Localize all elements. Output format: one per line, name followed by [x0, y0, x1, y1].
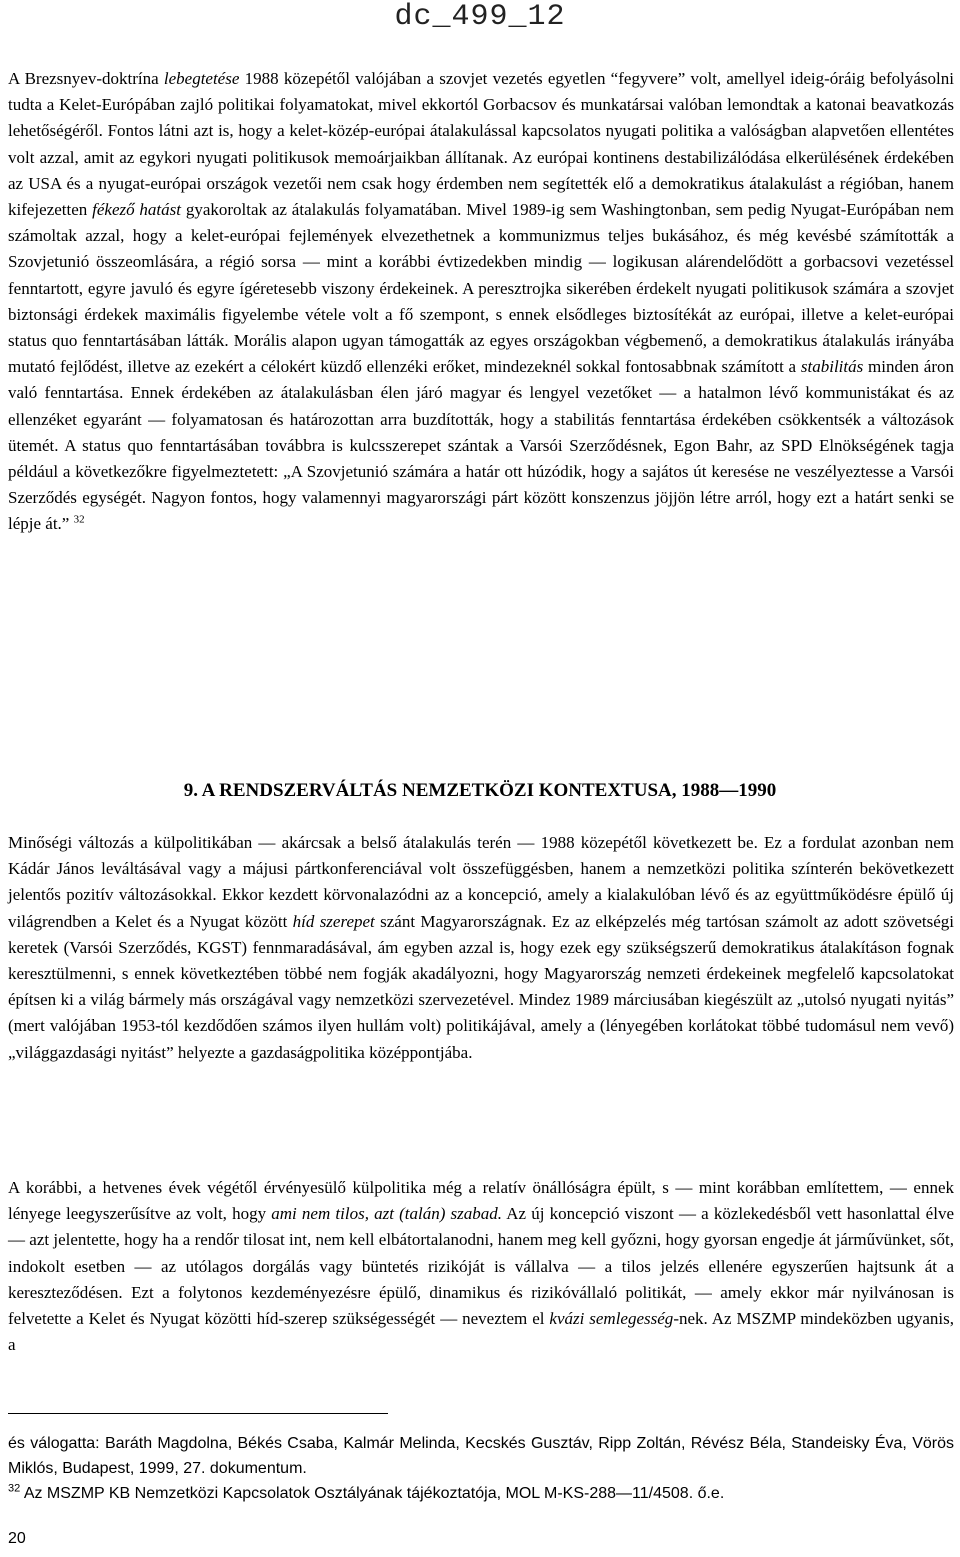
- p3-italic-ami-nem-tilos: ami nem tilos, azt (talán) szabad.: [271, 1204, 503, 1224]
- p1-italic-fekezo-hatast: fékező hatást: [92, 200, 181, 220]
- paragraph-minosegi-valtozas: [8, 830, 954, 1066]
- p1-text-1: A Brezsnyev-doktrína: [8, 69, 164, 88]
- paragraph-brezsnyev: [8, 66, 954, 538]
- page-number: 20: [8, 1530, 26, 1547]
- p2-text-1: Minőségi változás a külpolitikában — akárcsak a belső átalakulás terén — 1988 közepétől következett be. Ez a fordulat azonban nem Kádár János leváltásával vagy a májusi pártkonferenciával volt összefüggésben, hanem a nemzetközi politika színterén bekövetkezett jelentős pozitív változásokkal. Ekkor kezdett körvonalazódni az a koncepció, amely a kialakulóban lévő és az együttműködésre épülő új világrendben a Kelet és a Nyugat között: [8, 833, 954, 931]
- footnote-ref-32[interactable]: 32: [73, 513, 85, 526]
- p3-text-1: A korábbi, a hetvenes évek végétől érvényesülő külpolitika még a relatív önállóságra épült, s — mint korábban említettem, — ennek lényege leegyszerűsítve az volt, hogy: [8, 1178, 954, 1224]
- section-heading: 9. A RENDSZERVÁLTÁS NEMZETKÖZI KONTEXTUSA, 1988—1990: [183, 780, 777, 801]
- footnote-32: [8, 1481, 954, 1506]
- p1-italic-stabilitas: stabilitás: [800, 357, 864, 377]
- p2-italic-hid-szerepet: híd szerepet: [292, 911, 375, 931]
- p2-text-2: szánt Magyarországnak. Ez az elképzelés még tartósan számolt az adott szövetségi keretek (Varsói Szerződés, KGST) fennmaradásával, ám egyben azzal is, hogy ezek egy szükségszerű demokratikus átalakításon fognak keresztülmenni, s ennek következtében többé nem fogják akadályozni, hogy Magyarország nemzeti érdekeinek megfelelő kapcsolatokat építsen ki a világ bármely más országával vagy nemzetközi szervezetével. Mindez 1989 márciusában kiegészült az „utolsó nyugati nyitás” (mert valójában 1953-tól kezdődően számos ilyen hullám volt) politikájával, amely a (lényegében korlátokat többé tudomásul nem vevő) „világgazdasági nyitást” helyezte a gazdaságpolitika középpontjába.: [8, 911, 954, 1062]
- p1-italic-lebegtetese: lebegtetése: [163, 69, 240, 88]
- document-header-id: dc_499_12: [394, 0, 566, 34]
- footnote-separator: [8, 1413, 388, 1414]
- p3-text-3: -nek. Az MSZMP mindeközben ugyanis, a: [8, 1309, 955, 1355]
- p3-italic-kvazi-semlegesseg: kvázi semlegesség: [549, 1309, 674, 1329]
- p1-text-3: gyakoroltak az átalakulás folyamatában. Mivel 1989-ig sem Washingtonban, sem pedig Nyugat-Európában nem számoltak azzal, hogy a kelet-európai fejlemények elvezethetnek a kommunizmus teljes bukásához, és még kevésbé számították a Szovjetunió összeomlására, a régió sorsa — mint a korábbi évtizedekben mindig — logikusan alárendelődött a gorbacsovi vezetéssel fenntartott, egyre javuló és egyre ígéretesebb viszony érdekeinek. A peresztrojka sikerében érdekelt nyugati politikusok számára a szovjet biztonsági érdekek maximális figyelembe vétele volt a fő szempont, s ennek elsődleges biztosítékát az európai, illetve a kelet-európai status quo fenntartásában látták. Morális alapon ugyan támogatták az egyes országokban végbemenő, a demokratikus átalakulás irányába mutató fejlődést, illetve az ezekért a célokért küzdő ellenzéki erőket, mindezeknél sokkal fontosabbnak számított a: [8, 200, 954, 377]
- footnote-32-text: Az MSZMP KB Nemzetközi Kapcsolatok Osztályának tájékoztatója, MOL M-KS-288—11/4508. ő.e.: [20, 1485, 725, 1502]
- paragraph-korabbi-kulpolitika: [8, 1175, 954, 1358]
- footnote-continued: és válogatta: Baráth Magdolna, Békés Csaba, Kalmár Melinda, Kecskés Gusztáv, Ripp Zoltán, Révész Béla, Standeisky Éva, Vörös Miklós, Budapest, 1999, 27. dokumentum.: [8, 1435, 954, 1477]
- footnote-number: 32: [8, 1482, 21, 1495]
- p3-text-2: Az új koncepció viszont — a közlekedésből vett hasonlattal élve — azt jelentette, hogy ha a rendőr tilosat int, nem kell elbátortalanodni, hanem meg kell győzni, hogy gyorsan engedje át járművünket, sőt, indokolt esetben — az utólagos dorgálás vagy büntetés rizikóját is vállalva — a tilos jelzés ellenére egyszerűen hajtsunk át a kereszteződésen. Ezt a folytonos kezdeményezésre épülő, dinamikus és rizikóvállaló politikát, — amely ekkor már nyilvánosan is felvetette a Kelet és Nyugat közötti híd-szerep szükségességét — neveztem el: [8, 1204, 955, 1329]
- p1-text-2: 1988 közepétől valójában a szovjet vezetés egyetlen “fegyvere” volt, amellyel ideig-óráig befolyásolni tudta a Kelet-Európában zajló politikai folyamatokat, mivel ekkortól Gorbacsov és munkatársai valóban lemondtak a katonai beavatkozás lehetőségéről. Fontos látni azt is, hogy a kelet-közép-európai átalakulással kapcsolatos nyugati politika a valóságban alapvetően ellentétes volt azzal, amit az egykori nyugati politikusok memoárjaikban állítanak. Az európai kontinens destabilizálódása elkerülésének érdekében az USA és a nyugat-európai országok vezetői nem csak hogy érdemben nem segítették elő a demokratikus átalakulást a régióban, hanem kifejezetten: [8, 69, 954, 220]
- p1-text-4: minden áron való fenntartása. Ennek érdekében az átalakulásban élen járó magyar és lengyel vezetőket — a hatalmon lévő kommunistákat és az ellenzéket egyaránt — folyamatosan és határozottan arra buzdították, hogy a stabilitás fenntartása érdekében csökkentsék a változások ütemét. A status quo fenntartásában továbbra is kulcsszerepet szántak a Varsói Szerződésnek, Egon Bahr, az SPD Elnökségének tagja például a következőkre figyelmeztetett: „A Szovjetunió számára a határ ott húzódik, hogy a sajátos út keresése ne veszélyeztesse a Varsói Szerződés egységét. Nagyon fontos, hogy valamennyi magyarországi párt között konszenzus jöjjön létre arról, hogy ezt a határt senki se lépje át.”: [8, 357, 954, 534]
